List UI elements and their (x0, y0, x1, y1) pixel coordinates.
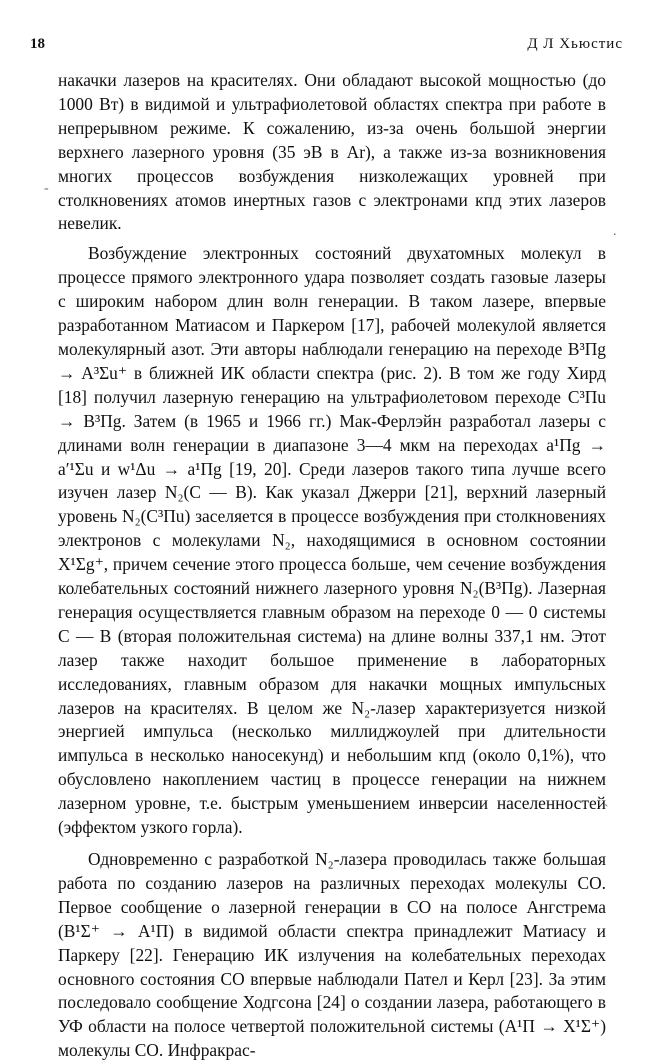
paragraph: накачки лазеров на красителях. Они обладают высокой мощностью (до 1000 Вт) в видимой и ультрафиолетовой областях спектра при работе в непрерывном режиме. К сожалению, из-за очень большой энергии верхнего лазерного уровня (35 эВ в Аr), а также из-за возникновения многих процессов возбуждения низколежащих уровней при столкновениях атомов инертных газов с электронами кпд этих лазеров невелик. (58, 70, 606, 234)
running-header (30, 36, 623, 60)
paragraph: Одновременно с разработкой N₂-лазера проводилась также большая работа по созданию лазеров на различных переходах молекулы СО. Первое сообщение о лазерной генерации в СО на полосе Ангстрема (B¹Σ⁺ → A¹Π) в видимой области спектра принадлежит Матиасу и Паркеру [22]. Генерацию ИК излучения на колебательных переходах основного состояния СО впервые наблюдали Пател и Керл [23]. За этим последовало сообщение Ходгсона [24] о создании лазера, работающего в УФ области на полосе четвертой положительной системы (A¹Π → X¹Σ⁺) молекулы СО. Инфракрас- (58, 849, 606, 1061)
margin-mark: ` (604, 803, 609, 818)
paragraph: Возбуждение электронных состояний двухатомных молекул в процессе прямого электронного удара позволяет создать газовые лазеры с широким набором длин волн генерации. В таком лазере, впервые разработанном Матиасом и Паркером [17], рабочей молекулой является молекулярный азот. Эти авторы наблюдали генерацию на переходе B³Πg → A³Σu⁺ в ближней ИК области спектра (рис. 2). В том же году Хирд [18] получил лазерную генерацию на ультрафиолетовом переходе C³Πu → B³Πg. Затем (в 1965 и 1966 гг.) Мак-Ферлэйн разработал лазеры с длинами волн генерации в диапазоне 3—4 мкм на переходах a¹Πg → a′¹Σu и w¹Δu → a¹Πg [19, 20]. Среди лазеров такого типа лучше всего изучен лазер N₂(C — B). Как указал Джерри [21], верхний лазерный уровень N₂(C³Πu) заселяется в процессе возбуждения при столкновениях электронов с молекулами N₂, находящимися в основном состоянии X¹Σg⁺, причем сечение этого процесса больше, чем сечение возбуждения колебательных состояний нижнего лазерного уровня N₂(B³Πg). Лазерная генерация осуществляется главным образом на переходе 0 — 0 системы C — B (вторая положительная система) на длине волны 337,1 нм. Этот лазер также находит большое применение в лабораторных исследованиях, главным образом для накачки мощных импульсных лазеров на красителях. В целом же N₂-лазер характеризуется низкой энергией импульса (несколько миллиджоулей при длительности импульса в несколько наносекунд) и небольшим кпд (около 0,1%), что обусловлено накоплением частиц в процессе генерации на нижнем лазерном уровне, т.е. быстрым уменьшением инверсии населенностей (эффектом узкого горла). (58, 243, 606, 838)
body-text (58, 69, 606, 1063)
margin-mark: . (613, 224, 617, 239)
margin-mark: - (44, 181, 49, 196)
running-head-author: Д Л Хьюстис (527, 36, 623, 52)
page-number: 18 (30, 36, 45, 52)
